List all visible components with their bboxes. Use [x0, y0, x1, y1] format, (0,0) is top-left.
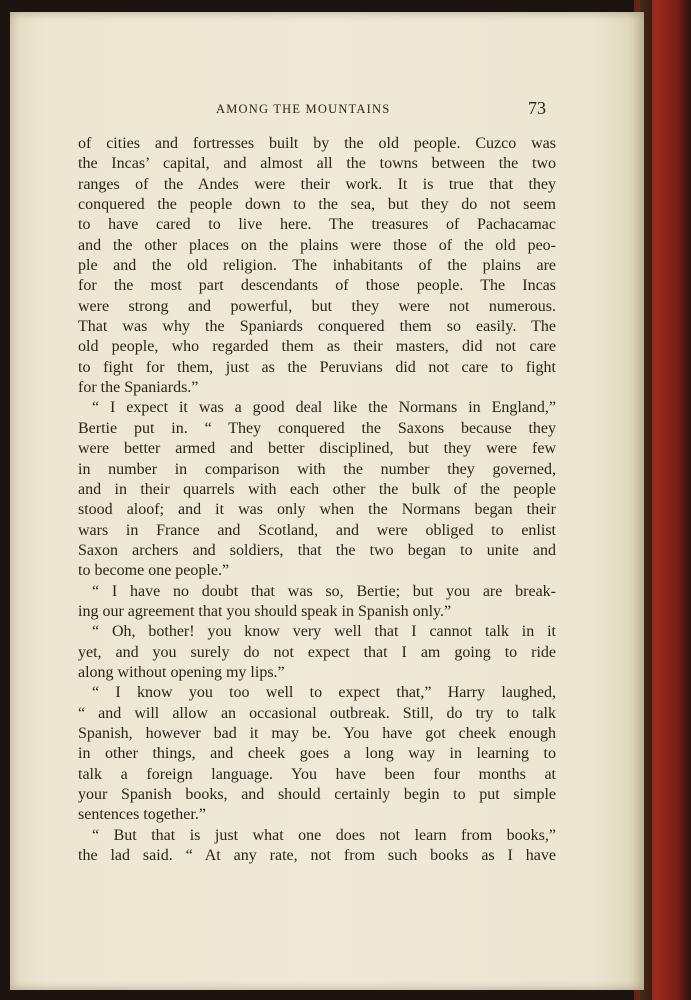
text-line: conquered the people down to the sea, but they do not seem [78, 196, 556, 214]
text-line: the Incas’ capital, and almost all the towns between the two [78, 155, 556, 173]
text-line: Saxon archers and soldiers, that the two began to unite and [78, 541, 556, 559]
text-line: yet, and you surely do not expect that I am going to ride [78, 643, 556, 661]
text-line: “ I expect it was a good deal like the Normans in England,” [92, 399, 556, 417]
text-line: “ Oh, bother! you know very well that I cannot talk in it [92, 623, 556, 641]
text-line: for the Spaniards.” [78, 379, 199, 397]
text-line: the lad said. “ At any rate, not from such books as I have [78, 847, 556, 865]
text-line: “ and will allow an occasional outbreak. Still, do try to talk [78, 704, 556, 722]
text-line: in number in comparison with the number they governed, [78, 460, 556, 478]
text-line: “ But that is just what one does not learn from books,” [92, 826, 556, 844]
text-line: to have cared to live here. The treasures of Pachacamac [78, 216, 556, 234]
text-line: That was why the Spaniards conquered them so easily. The [78, 318, 556, 336]
text-line: were strong and powerful, but they were not numerous. [78, 297, 556, 315]
text-line: your Spanish books, and should certainly begin to put simple [78, 786, 556, 803]
text-line: ranges of the Andes were their work. It is true that they [78, 175, 556, 193]
text-line: ing our agreement that you should speak in Spanish only.” [78, 602, 452, 620]
text-line: of cities and fortresses built by the old people. Cuzco was [78, 135, 556, 152]
text-line: were better armed and better disciplined, but they were few [78, 440, 556, 458]
running-head: AMONG THE MOUNTAINS [216, 102, 391, 116]
page-number: 73 [528, 98, 546, 118]
text-line: ple and the old religion. The inhabitants of the plains are [78, 257, 556, 275]
text-line: “ I have no doubt that was so, Bertie; but you are break- [92, 582, 556, 600]
text-line: stood aloof; and it was only when the Normans began their [78, 501, 556, 519]
text-line: for the most part descendants of those people. The Incas [78, 277, 556, 295]
text-line: to fight for them, just as the Peruvians did not care to fight [78, 358, 556, 376]
text-line: wars in France and Scotland, and were obliged to enlist [78, 521, 556, 539]
page-header [10, 98, 644, 122]
text-line: to become one people.” [78, 562, 230, 580]
text-line: and the other places on the plains were those of the old peo- [78, 236, 556, 254]
text-line: Spanish, however bad it may be. You have got cheek enough [78, 724, 556, 742]
text-line: and in their quarrels with each other the bulk of the people [78, 480, 556, 498]
text-line: talk a foreign language. You have been four months at [78, 765, 556, 783]
text-line: in other things, and cheek goes a long way in learning to [78, 745, 556, 763]
body-text [78, 134, 556, 866]
text-line: sentences together.” [78, 806, 206, 824]
book-page [10, 12, 644, 990]
text-line: “ I know you too well to expect that,” Harry laughed, [92, 684, 556, 702]
text-line: old people, who regarded them as their masters, did not care [78, 338, 556, 356]
text-line: Bertie put in. “ They conquered the Saxons because they [78, 419, 556, 437]
text-line: along without opening my lips.” [78, 663, 285, 681]
